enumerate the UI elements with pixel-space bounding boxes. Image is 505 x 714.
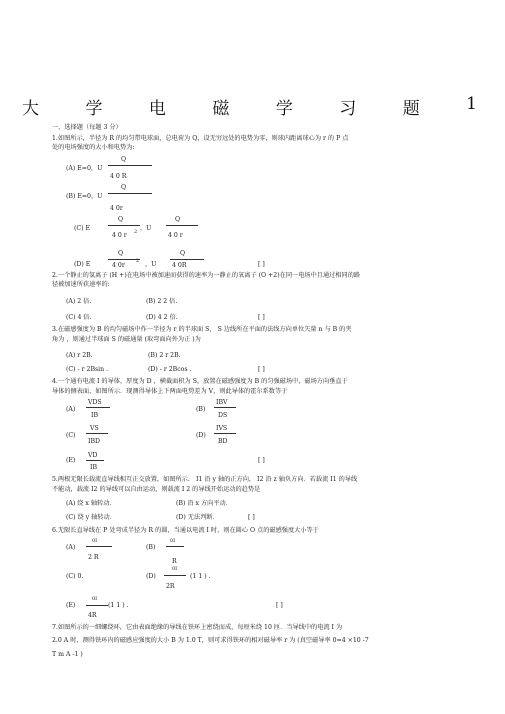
q1-answer-bracket: [ ] bbox=[258, 261, 265, 268]
q1-c-denominator: 4 0 r bbox=[112, 232, 127, 239]
q3-line1: 3.在磁感强度为 B 的均匀磁场中作一半径为 r 的半球面 S， S 边线所在平面的法线方向单位矢量 n 与 B 的夹 bbox=[52, 326, 352, 333]
q6-b-denominator: R bbox=[172, 558, 177, 565]
title-char: 电 bbox=[148, 99, 166, 119]
q1-c-numerator-2: Q bbox=[175, 216, 181, 223]
fraction-bar bbox=[108, 165, 152, 166]
q1-c-mid: ，U bbox=[140, 225, 152, 232]
q2-line2: 径被加速所获速率的: bbox=[52, 281, 110, 288]
q1-d-numerator-2: Q bbox=[180, 250, 186, 257]
q1-c-numerator: Q bbox=[118, 216, 124, 223]
q6-option-c: (C) 0. bbox=[66, 573, 84, 580]
q6-a-denominator: 2 R bbox=[88, 554, 99, 561]
q4-b-numerator: IBV bbox=[216, 399, 228, 406]
q6-answer-bracket: [ ] bbox=[276, 602, 283, 609]
q6-e-numerator: 0I bbox=[92, 596, 98, 602]
q1-d-denominator: 4 0r bbox=[112, 262, 125, 269]
q3-option-c: (C) - r 2Bsin . bbox=[66, 366, 109, 373]
q4-d-denominator: BD bbox=[218, 438, 228, 445]
q4-option-e: (E) bbox=[66, 457, 76, 464]
title-char: 1 bbox=[466, 94, 477, 114]
q1-c-exponent: 2 bbox=[134, 229, 138, 235]
q5-answer-bracket: [ ] bbox=[248, 514, 255, 521]
fraction-bar bbox=[86, 605, 108, 606]
q3-option-d: (D) - r 2Bcos . bbox=[148, 366, 192, 373]
q4-option-a: (A) bbox=[66, 406, 76, 413]
q4-e-numerator: VD bbox=[88, 452, 98, 459]
q1-option-c: (C) E bbox=[74, 225, 91, 232]
q1-c-denominator-2: 4 0 r bbox=[168, 232, 183, 239]
fraction-bar bbox=[86, 433, 108, 434]
q4-option-c: (C) bbox=[66, 432, 76, 439]
title-char: 习 bbox=[339, 99, 357, 119]
title-char: 磁 bbox=[212, 99, 230, 119]
q6-option-e: (E) bbox=[66, 602, 76, 609]
section-heading: 一、选择题（每题 3 分） bbox=[52, 124, 122, 131]
q4-a-denominator: IB bbox=[91, 412, 98, 419]
title-char: 题 bbox=[402, 99, 420, 119]
q3-answer-bracket: [ ] bbox=[258, 366, 265, 373]
fraction-bar bbox=[164, 575, 186, 576]
q7-line3: T m A -1 ) bbox=[52, 651, 83, 658]
q7-line1: 7.如图所示的一细螺绕环，它由表面绝缘的导线在铁环上密绕而成，每厘米绕 10 匝．当导线中的电流 I 为 bbox=[52, 624, 343, 631]
q1-option-a: (A) E=0，U bbox=[66, 165, 103, 172]
q4-option-b: (B) bbox=[196, 406, 206, 413]
q1-b-numerator: Q bbox=[121, 184, 127, 191]
title-char: 大 bbox=[22, 99, 39, 119]
q3-line2: 角为 ，则通过半球面 S 的磁通量 (取弯面向外为正 )为 bbox=[52, 336, 201, 343]
q6-d-tail: (1 1 ) . bbox=[190, 573, 211, 580]
q6-option-a: (A) bbox=[66, 544, 76, 551]
q5-option-a: (A) 绕 x 轴转动． bbox=[66, 500, 116, 507]
q1-option-b: (B) E=0，U bbox=[66, 193, 103, 200]
q1-d-exponent: 2 bbox=[136, 258, 140, 264]
q1-d-mid: ，U bbox=[145, 261, 157, 268]
q4-a-numerator: VDS bbox=[88, 399, 102, 406]
q6-d-numerator: 0I bbox=[172, 566, 178, 572]
title-char: 学 bbox=[275, 99, 293, 119]
fraction-bar bbox=[108, 225, 140, 226]
q4-answer-bracket: [ ] bbox=[258, 457, 265, 464]
title-char: 学 bbox=[85, 99, 103, 119]
q4-line1: 4.一个通有电流 I 的导体，厚度为 D ，横截面积为 S，放置在磁感强度为 B 的匀强磁场中，磁场方向垂直于 bbox=[52, 378, 348, 385]
q6-b-numerator: 0I bbox=[170, 538, 176, 544]
q6-e-tail: (1 1 ) . bbox=[108, 602, 129, 609]
q1-line1: 1.如图所示，半径为 R 的均匀带电球面，总电荷为 Q，设无穷远处的电势为零，则球内距离球心为 r 的 P 点 bbox=[52, 135, 349, 142]
fraction-bar bbox=[108, 193, 152, 194]
q2-line1: 2.一个静止的氢离子 (H +)在电场中被加速而获得的速率为一静止的氧离子 (O +2)在同一电场中且通过相同的路 bbox=[52, 272, 361, 279]
q5-option-b: (B) 沿 x 方向平动． bbox=[176, 500, 232, 507]
q1-d-numerator: Q bbox=[118, 250, 124, 257]
q4-line2: 导体的侧表面，如图所示．现测得导体上下两面电势差为 V，则此导体的霍尔系数等于 bbox=[52, 388, 288, 395]
q5-line2: 不能动，载流 I2 的导线可以自由运动，则载流 I 2 的导线开始运动的趋势是 bbox=[52, 486, 261, 493]
fraction-bar bbox=[86, 460, 104, 461]
fraction-bar bbox=[166, 225, 198, 226]
fraction-bar bbox=[86, 407, 110, 408]
q4-b-denominator: DS bbox=[218, 412, 228, 419]
fraction-bar bbox=[166, 546, 184, 547]
fraction-bar bbox=[86, 546, 112, 547]
document-title bbox=[22, 94, 477, 119]
q1-d-denominator-2: 4 0R bbox=[172, 262, 187, 269]
q4-option-d: (D) bbox=[196, 432, 206, 439]
q6-line1: 6.无限长直导线在 P 处弯成半径为 R 的圆，当通以电流 I 时，则在圆心 O 点的磁感强度大小等于 bbox=[52, 527, 319, 534]
q3-option-a: (A) r 2B. bbox=[66, 352, 93, 359]
q2-option-c: (C) 4 倍. bbox=[66, 314, 92, 321]
q2-answer-bracket: [ ] bbox=[258, 314, 265, 321]
q4-c-denominator: IBD bbox=[88, 438, 100, 445]
q1-a-denominator: 4 0 R bbox=[110, 173, 127, 180]
fraction-bar bbox=[214, 407, 236, 408]
q4-d-numerator: IVS bbox=[216, 425, 228, 432]
q1-b-denominator: 4 0r bbox=[110, 205, 123, 212]
q2-option-d: (D) 4 2 倍. bbox=[146, 314, 178, 321]
q1-a-numerator: Q bbox=[121, 156, 127, 163]
q1-line2: 处的电场强度的大小和电势为: bbox=[52, 144, 135, 151]
q4-e-denominator: IB bbox=[90, 464, 97, 471]
q6-option-b: (B) bbox=[146, 544, 156, 551]
q5-option-c: (C) 绕 y 轴转动． bbox=[66, 514, 116, 521]
q5-option-d: (D) 无法判断． bbox=[176, 514, 219, 521]
q1-option-d: (D) E bbox=[74, 261, 91, 268]
q4-c-numerator: VS bbox=[90, 425, 99, 432]
fraction-bar bbox=[214, 433, 236, 434]
q5-line1: 5.两根无限长载流直导线相互正交放置，如图所示． I1 沿 y 轴的正方向， I2 沿 z 轴负方向．若载流 I1 的导线 bbox=[52, 476, 358, 483]
q6-e-denominator: 4R bbox=[88, 612, 97, 619]
q7-line2: 2.0 A 时，测得铁环内的磁感应强度的大小 B 为 1.0 T，则可求得铁环的相对磁导率 r 为 (真空磁导率 0=4 ×10 -7 bbox=[52, 637, 369, 644]
q2-option-b: (B) 2 2 倍. bbox=[146, 298, 178, 305]
q6-d-denominator: 2R bbox=[166, 583, 175, 590]
q6-option-d: (D) bbox=[146, 573, 156, 580]
q6-a-numerator: 0I bbox=[92, 538, 98, 544]
q2-option-a: (A) 2 倍. bbox=[66, 298, 92, 305]
q3-option-b: (B) 2 r 2B. bbox=[148, 352, 181, 359]
fraction-bar bbox=[170, 259, 204, 260]
